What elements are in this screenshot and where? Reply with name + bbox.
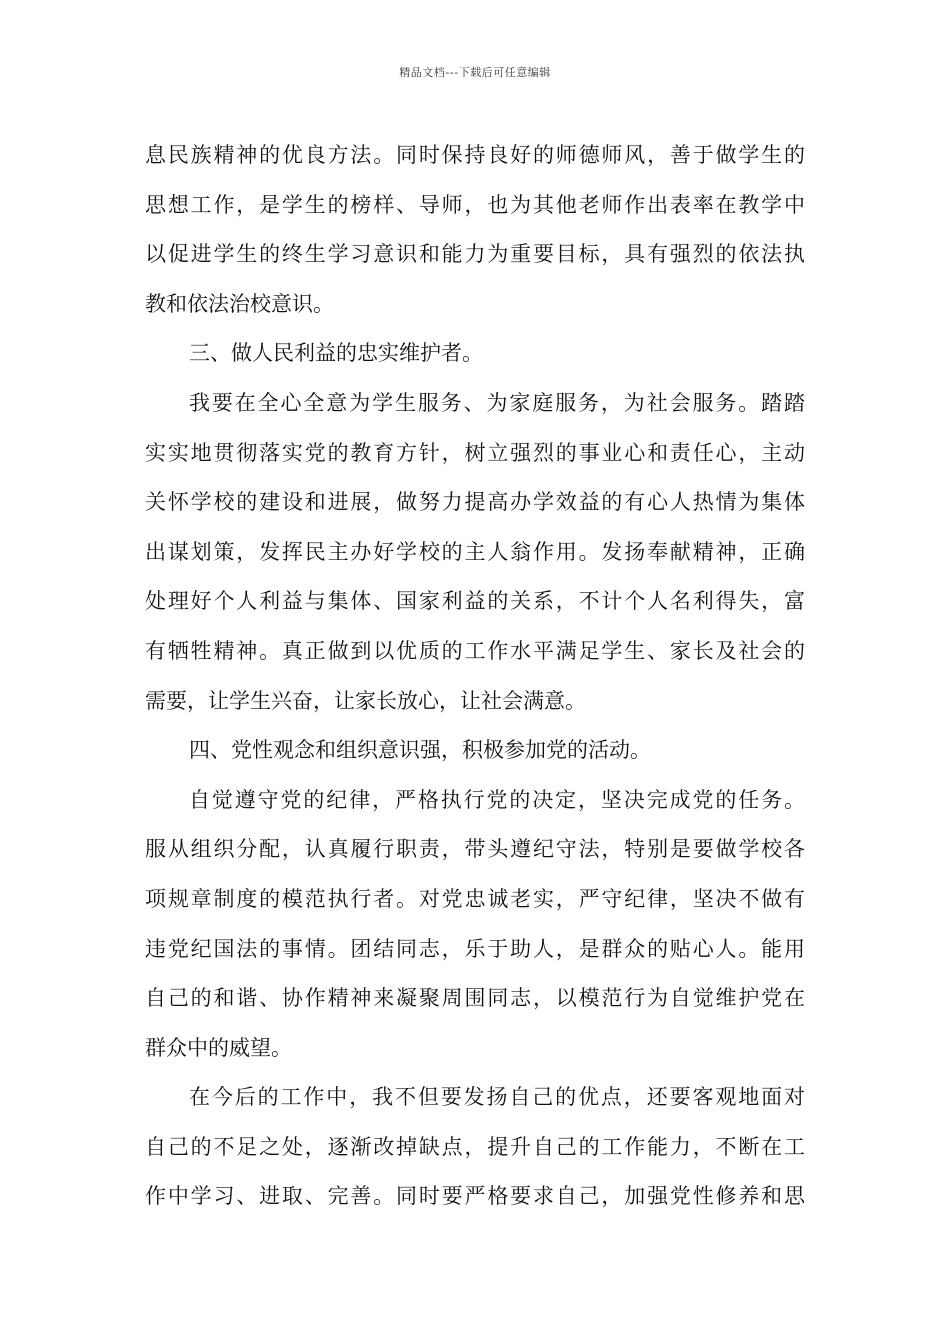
body-line: 作中学习、进取、完善。同时要严格要求自己，加强党性修养和思 (145, 1184, 805, 1209)
body-line: 违党纪国法的事情。团结同志，乐于助人，是群众的贴心人。能用 (145, 936, 805, 961)
body-line: 实实地贯彻落实党的教育方针，树立强烈的事业心和责任心，主动 (145, 440, 805, 465)
body-line: 自己的和谐、协作精神来凝聚周围同志，以模范行为自觉维护党在 (145, 986, 805, 1011)
body-line: 服从组织分配，认真履行职责，带头遵纪守法，特别是要做学校各 (145, 837, 805, 862)
body-line: 处理好个人利益与集体、国家利益的关系，不计个人名利得失，富 (145, 589, 805, 614)
page-header: 精品文档---下载后可任意编辑 (399, 66, 551, 79)
body-line: 群众中的威望。 (145, 1035, 292, 1060)
body-line: 教和依法治校意识。 (145, 291, 334, 316)
body-line: 出谋划策，发挥民主办好学校的主人翁作用。发扬奉献精神，正确 (145, 539, 805, 564)
body-line: 项规章制度的模范执行者。对党忠诚老实，严守纪律，坚决不做有 (145, 886, 805, 911)
body-line: 息民族精神的优良方法。同时保持良好的师德师风，善于做学生的 (145, 143, 805, 167)
section-heading: 三、做人民利益的忠实维护者。 (189, 341, 483, 366)
body-line: 思想工作，是学生的榜样、导师，也为其他老师作出表率在教学中 (145, 192, 805, 217)
body-line: 关怀学校的建设和进展，做努力提高办学效益的有心人热情为集体 (145, 490, 805, 515)
body-line: 在今后的工作中，我不但要发扬自己的优点，还要客观地面对 (189, 1085, 805, 1110)
body-line: 需要，让学生兴奋，让家长放心，让社会满意。 (145, 688, 586, 713)
section-heading: 四、党性观念和组织意识强，积极参加党的活动。 (189, 738, 651, 763)
body-line: 有牺牲精神。真正做到以优质的工作水平满足学生、家长及社会的 (145, 638, 805, 663)
body-line: 自己的不足之处，逐渐改掉缺点，提升自己的工作能力，不断在工 (145, 1134, 805, 1159)
document-body (145, 131, 805, 1222)
body-line: 自觉遵守党的纪律，严格执行党的决定，坚决完成党的任务。 (189, 787, 805, 812)
body-line: 我要在全心全意为学生服务、为家庭服务，为社会服务。踏踏 (189, 390, 805, 415)
body-line: 以促进学生的终生学习意识和能力为重要目标，具有强烈的依法执 (145, 242, 805, 267)
